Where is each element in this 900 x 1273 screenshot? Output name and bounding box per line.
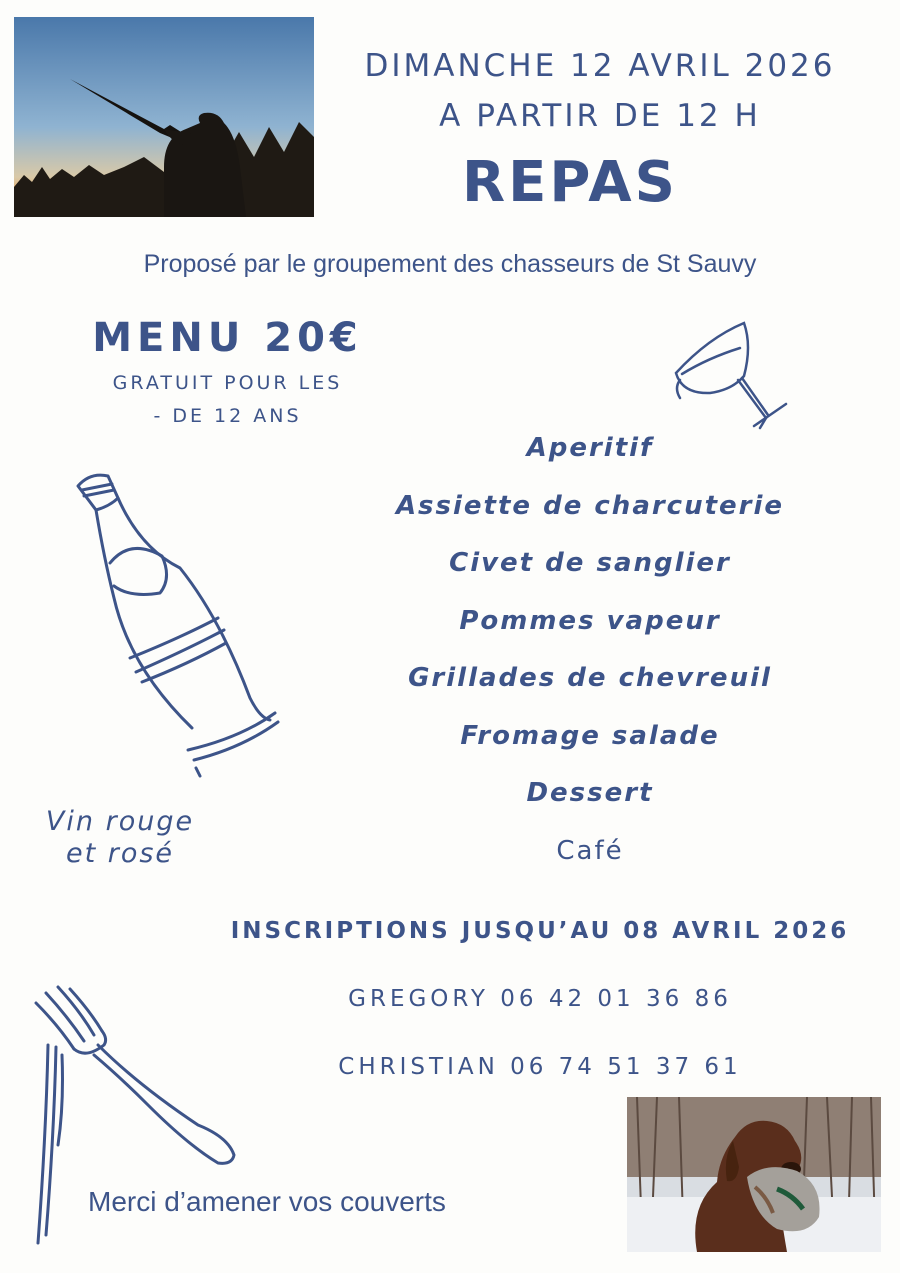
menu-item-aperitif: Aperitif xyxy=(526,433,654,463)
menu-price: MENU 20€ xyxy=(92,315,363,361)
free-for-children-line-2: - DE 12 ANS xyxy=(153,405,302,427)
event-date: DIMANCHE 12 AVRIL 2026 xyxy=(364,48,836,84)
hunting-dog-photo xyxy=(627,1097,881,1252)
menu-item-dessert: Dessert xyxy=(526,778,654,808)
hunter-silhouette-photo xyxy=(14,17,314,217)
organizer-line: Proposé par le groupement des chasseurs de St Sauvy xyxy=(143,250,757,278)
menu-item-fromage: Fromage salade xyxy=(460,720,720,751)
wine-line-2: et rosé xyxy=(65,838,175,869)
menu-item-civet: Civet de sanglier xyxy=(449,548,731,578)
free-for-children-line-1: GRATUIT POUR LES xyxy=(112,372,343,394)
menu-item-grillades: Grillades de chevreuil xyxy=(408,663,772,693)
page-title: REPAS xyxy=(462,150,678,215)
registration-deadline: INSCRIPTIONS JUSQU’AU 08 AVRIL 2026 xyxy=(230,918,850,944)
menu-item-pommes: Pommes vapeur xyxy=(459,605,721,636)
cocktail-glass-icon xyxy=(668,318,798,433)
menu-item-cafe: Café xyxy=(556,835,624,866)
wine-line-1: Vin rouge xyxy=(45,806,195,837)
contact-christian: CHRISTIAN 06 74 51 37 61 xyxy=(338,1054,742,1080)
contact-gregory: GREGORY 06 42 01 36 86 xyxy=(348,986,732,1012)
menu-list xyxy=(380,428,800,888)
cutlery-note: Merci d’amener vos couverts xyxy=(88,1186,446,1217)
wine-bottle-icon xyxy=(70,468,285,778)
event-time: A PARTIR DE 12 H xyxy=(439,98,761,134)
menu-item-charcuterie: Assiette de charcuterie xyxy=(395,490,785,521)
